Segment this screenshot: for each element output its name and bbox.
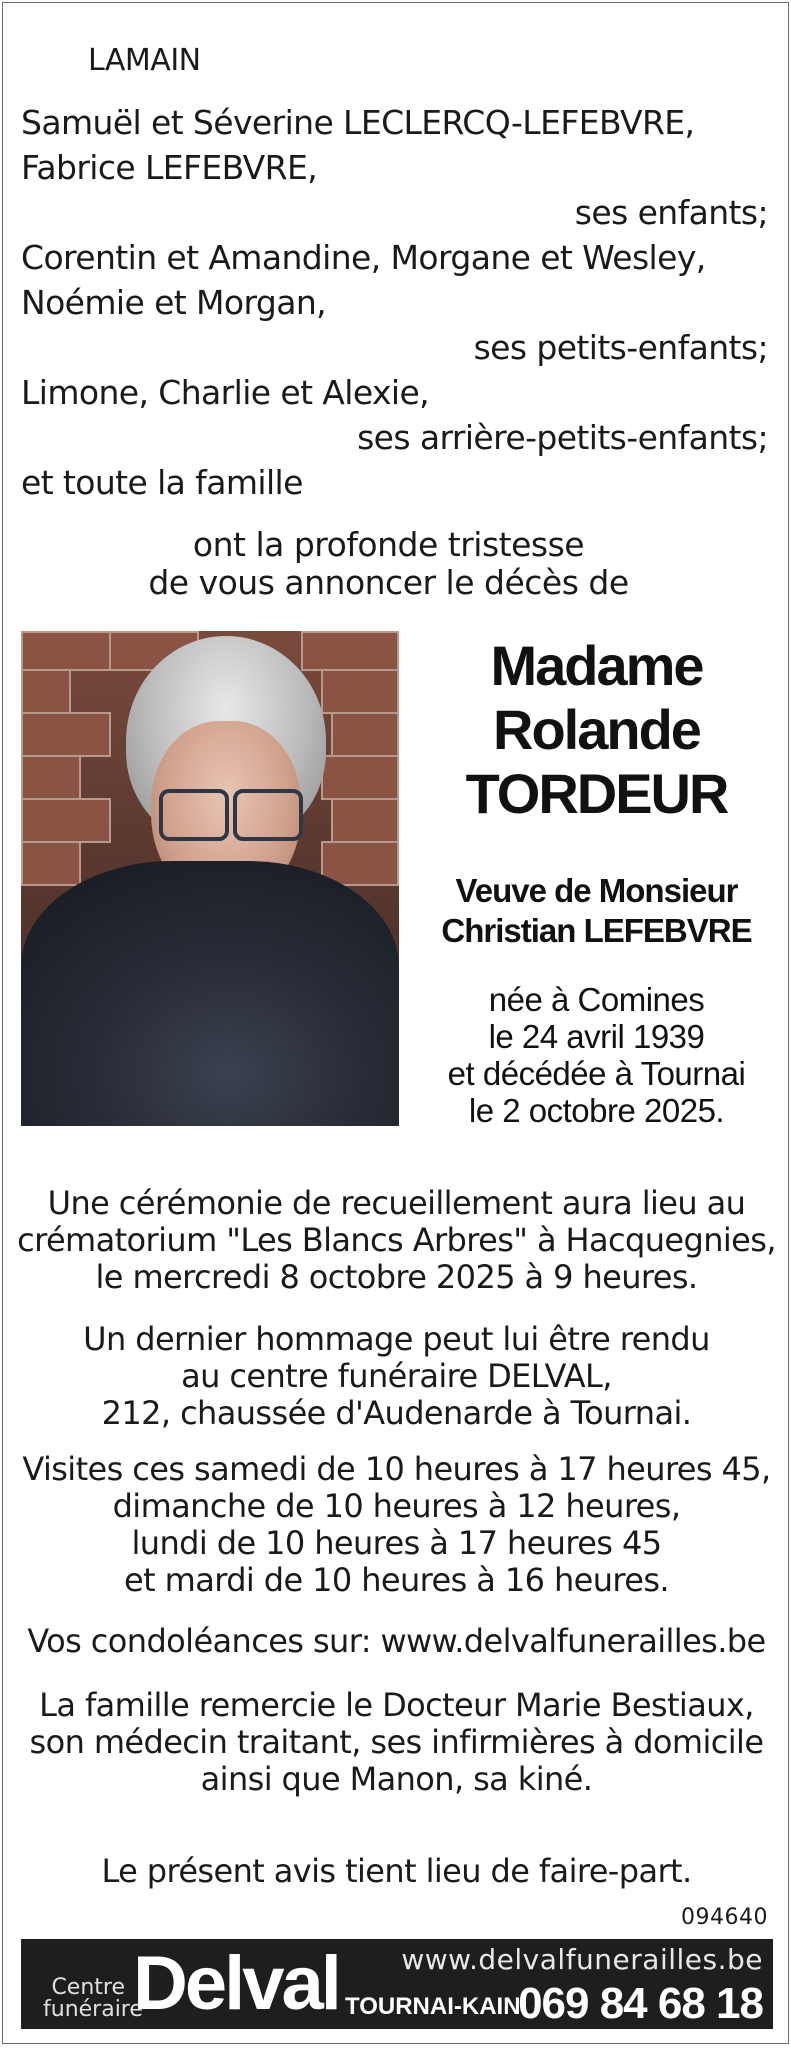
- visits-line-2: dimanche de 10 heures à 12 heures,: [112, 1487, 681, 1525]
- visits: [3, 1451, 790, 1599]
- thanks-line-1: La famille remercie le Docteur Marie Bestiaux,: [39, 1686, 754, 1724]
- banner-small-line-2: funéraire: [43, 1997, 143, 2022]
- birth-death-line-2: le 24 avril 1939: [488, 1018, 705, 1055]
- deceased-name: [403, 634, 790, 825]
- name-line-3: TORDEUR: [465, 762, 728, 825]
- banner-location: TOURNAI-KAIN: [345, 1993, 521, 2020]
- ceremony-line-1: Une cérémonie de recueillement aura lieu au: [47, 1184, 746, 1222]
- banner-small-text: [43, 1975, 143, 2022]
- thanks-line-3: ainsi que Manon, sa kiné.: [200, 1760, 593, 1798]
- obituary-notice: [2, 2, 789, 2044]
- name-line-1: Madame: [490, 634, 703, 697]
- extended-family: et toute la famille: [21, 463, 303, 502]
- grandchildren-role: ses petits-enfants;: [473, 328, 768, 367]
- banner-brand: Delval: [133, 1941, 339, 2026]
- ceremony: [3, 1185, 790, 1296]
- thanks-line-2: son médecin traitant, ses infirmières à domicile: [29, 1723, 764, 1761]
- children-line-2: Fabrice LEFEBVRE,: [21, 148, 318, 187]
- reference-code: 094640: [681, 1905, 768, 1930]
- ceremony-line-2: crématorium "Les Blancs Arbres" à Hacquegnies,: [17, 1221, 776, 1259]
- announcement-line-1: ont la profonde tristesse: [192, 525, 585, 564]
- birth-death-line-4: le 2 octobre 2025.: [468, 1092, 725, 1129]
- homage-line-3: 212, chaussée d'Audenarde à Tournai.: [101, 1394, 692, 1432]
- grandchildren-line-1: Corentin et Amandine, Morgane et Wesley,: [21, 238, 706, 277]
- deceased-photo: [21, 631, 399, 1126]
- homage-line-2: au centre funéraire DELVAL,: [181, 1357, 612, 1395]
- announcement-line-2: de vous annoncer le décès de: [148, 563, 629, 602]
- widow-of-line-2: Christian LEFEBVRE: [441, 912, 752, 949]
- name-line-2: Rolande: [493, 698, 700, 761]
- banner-website: www.delvalfunerailles.be: [401, 1943, 763, 1976]
- great-grandchildren-role: ses arrière-petits-enfants;: [357, 418, 768, 457]
- visits-line-1: Visites ces samedi de 10 heures à 17 heures 45,: [22, 1450, 771, 1488]
- birth-death-line-3: et décédée à Tournai: [447, 1055, 746, 1092]
- banner-phone: 069 84 68 18: [518, 1979, 763, 2028]
- visits-line-3: lundi de 10 heures à 17 heures 45: [131, 1524, 662, 1562]
- locality: LAMAIN: [88, 43, 201, 78]
- children-line-1: Samuël et Séverine LECLERCQ-LEFEBVRE,: [21, 103, 695, 142]
- birth-death-line-1: née à Comines: [488, 981, 705, 1018]
- widow-of: [403, 871, 790, 951]
- great-grandchildren-line: Limone, Charlie et Alexie,: [21, 373, 430, 412]
- visits-line-4: et mardi de 10 heures à 16 heures.: [124, 1561, 669, 1599]
- faire-part-notice: Le présent avis tient lieu de faire-part.: [101, 1852, 692, 1890]
- homage-line-1: Un dernier hommage peut lui être rendu: [83, 1320, 710, 1358]
- homage: [3, 1321, 790, 1432]
- widow-of-line-1: Veuve de Monsieur: [455, 872, 738, 909]
- banner-small-line-1: Centre: [51, 1975, 125, 2000]
- children-role: ses enfants;: [574, 193, 768, 232]
- thanks: [3, 1687, 790, 1798]
- ceremony-line-3: le mercredi 8 octobre 2025 à 9 heures.: [95, 1258, 698, 1296]
- grandchildren-line-2: Noémie et Morgan,: [21, 283, 327, 322]
- funeral-home-banner: [21, 1939, 773, 2029]
- condolences: Vos condoléances sur: www.delvalfunerailles.be: [27, 1622, 766, 1660]
- birth-death: [403, 981, 790, 1129]
